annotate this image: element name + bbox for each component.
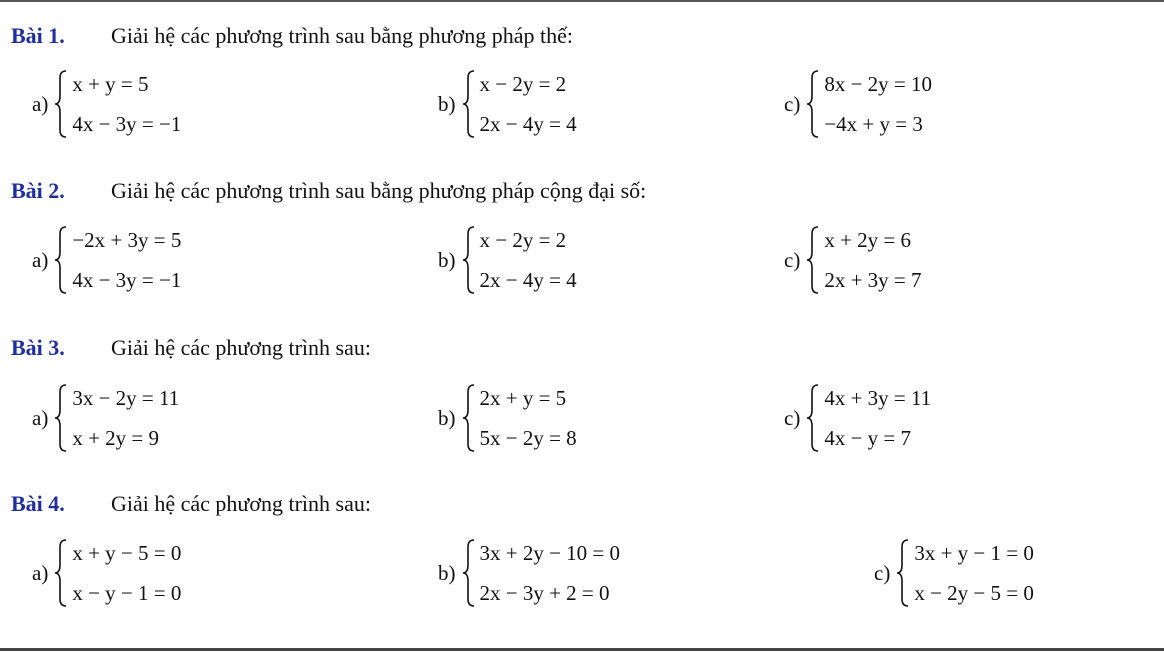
- equation: x + 2y = 9: [72, 426, 160, 450]
- equation: 5x − 2y = 8: [479, 426, 577, 450]
- left-brace-icon: [54, 539, 68, 607]
- equation: x + 2y = 6: [824, 228, 912, 252]
- equation-stack: [480, 71, 577, 137]
- equation: 2x + y = 5: [479, 386, 567, 410]
- equation-stack: [824, 227, 921, 293]
- item-label: a): [32, 405, 49, 430]
- item-label: a): [32, 247, 49, 272]
- system-4b: [438, 537, 620, 609]
- system-2c: [784, 224, 922, 296]
- left-brace-icon: [806, 226, 820, 294]
- system-3c: [784, 382, 931, 454]
- system-1c: [784, 68, 932, 140]
- left-brace-icon: [896, 539, 910, 607]
- left-brace-icon: [54, 70, 68, 138]
- left-brace-icon: [806, 384, 820, 452]
- equation: −4x + y = 3: [824, 112, 923, 136]
- equation: 4x + 3y = 11: [824, 386, 932, 410]
- equation: x + y = 5: [72, 72, 149, 96]
- equation-stack: [72, 227, 181, 293]
- item-label: c): [784, 405, 801, 430]
- equation: x − 2y = 2: [479, 72, 567, 96]
- item-label: b): [438, 560, 456, 585]
- item-label: c): [874, 560, 891, 585]
- system-3a: [32, 382, 179, 454]
- equation-stack: [824, 71, 932, 137]
- exercise-4-heading: [11, 492, 371, 516]
- left-brace-icon: [462, 226, 476, 294]
- equation-stack: [72, 385, 179, 451]
- system-2b: [438, 224, 577, 296]
- system-3b: [438, 382, 577, 454]
- exercise-1-heading: [11, 24, 573, 48]
- equation: 2x − 4y = 4: [479, 268, 577, 292]
- system-1a: [32, 68, 181, 140]
- equation: 3x − 2y = 11: [72, 386, 180, 410]
- item-label: c): [784, 91, 801, 116]
- equation: 3x + 2y − 10 = 0: [479, 541, 621, 565]
- system-4c: [874, 537, 1034, 609]
- exercise-instruction: Giải hệ các phương trình sau:: [111, 491, 371, 516]
- left-brace-icon: [806, 70, 820, 138]
- system-1b: [438, 68, 577, 140]
- exercise-instruction: Giải hệ các phương trình sau bằng phương pháp thế:: [111, 23, 573, 48]
- bottom-rule: [0, 648, 1164, 651]
- equation: 2x + 3y = 7: [824, 268, 922, 292]
- equation: 4x − 3y = −1: [72, 112, 182, 136]
- equation: 2x − 4y = 4: [479, 112, 577, 136]
- equation: x − 2y − 5 = 0: [914, 581, 1034, 605]
- equation-stack: [72, 71, 181, 137]
- equation: x + y − 5 = 0: [72, 541, 182, 565]
- exercise-label: Bài 2.: [11, 178, 65, 203]
- left-brace-icon: [54, 384, 68, 452]
- equation-stack: [914, 540, 1034, 606]
- exercise-label: Bài 3.: [11, 335, 65, 360]
- equation-stack: [72, 540, 181, 606]
- left-brace-icon: [462, 384, 476, 452]
- left-brace-icon: [54, 226, 68, 294]
- equation-stack: [480, 540, 621, 606]
- equation-stack: [824, 385, 931, 451]
- exercise-label: Bài 4.: [11, 491, 65, 516]
- item-label: b): [438, 247, 456, 272]
- system-2a: [32, 224, 181, 296]
- equation: 4x − y = 7: [824, 426, 912, 450]
- equation: x − 2y = 2: [479, 228, 567, 252]
- exercise-2-heading: [11, 179, 646, 203]
- left-brace-icon: [462, 70, 476, 138]
- exercise-instruction: Giải hệ các phương trình sau:: [111, 335, 371, 360]
- item-label: a): [32, 91, 49, 116]
- top-rule: [0, 0, 1164, 2]
- equation: 4x − 3y = −1: [72, 268, 182, 292]
- item-label: b): [438, 405, 456, 430]
- item-label: a): [32, 560, 49, 585]
- exercise-3-heading: [11, 336, 371, 360]
- exercise-instruction: Giải hệ các phương trình sau bằng phương pháp cộng đại số:: [111, 178, 647, 203]
- equation: x − y − 1 = 0: [72, 581, 182, 605]
- left-brace-icon: [462, 539, 476, 607]
- equation: 8x − 2y = 10: [824, 72, 933, 96]
- system-4a: [32, 537, 181, 609]
- item-label: b): [438, 91, 456, 116]
- equation: 3x + y − 1 = 0: [914, 541, 1034, 565]
- equation-stack: [480, 385, 577, 451]
- equation: −2x + 3y = 5: [72, 228, 182, 252]
- equation-stack: [480, 227, 577, 293]
- item-label: c): [784, 247, 801, 272]
- exercise-label: Bài 1.: [11, 23, 65, 48]
- equation: 2x − 3y + 2 = 0: [479, 581, 610, 605]
